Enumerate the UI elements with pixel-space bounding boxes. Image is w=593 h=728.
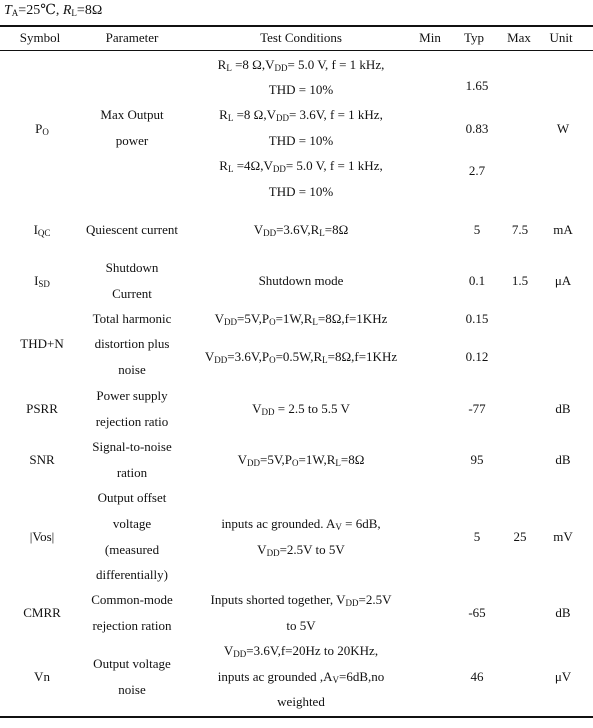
vos-cond-line1: inputs ac grounded. $A_V = 6dB$, [221,516,381,532]
vos-symbol: |Vos| [29,529,55,544]
bottom-rule [0,716,593,718]
iqc-max: 7.5 [511,222,529,237]
psrr-cond: $V_{DD} = 2.5$ to 5.5 V [252,401,350,417]
vos-cond-line2: $V_{DD}=2.5V$ to 5V [257,542,345,558]
isd-symbol: $I_{SD}$ [34,273,50,289]
snr-typ: 95 [470,452,484,467]
isd-unit: μA [554,273,572,288]
header-unit: Unit [549,30,573,45]
psrr-param-line1: Power supply [96,388,168,403]
po-cond3-line2: THD = 10% [268,184,334,199]
thd-symbol: THD+N [20,336,64,351]
cmrr-param-line1: Common-mode [91,592,173,607]
isd-param-line2: Current [112,286,152,301]
iqc-unit: mA [553,222,573,237]
isd-typ: 0.1 [468,273,486,288]
vos-param-line4: differentially) [96,567,168,582]
cmrr-cond-line1: Inputs shorted together, $V_{DD}=2.5V$ [210,592,392,608]
rl-value: =8Ω [76,3,103,18]
cmrr-unit: dB [555,605,571,620]
po-param-line2: power [115,133,149,148]
cmrr-typ: -65 [468,605,486,620]
snr-cond: $V_{DD}=5V,P_O=1W,R_L=8\Omega$ [237,452,365,468]
thd-param-line3: noise [118,362,146,377]
vos-param-line3: (measured [104,542,160,557]
po-typ2: 0.83 [465,121,489,136]
po-typ3: 2.7 [468,163,486,178]
table-caption [4,2,102,19]
psrr-unit: dB [555,401,571,416]
po-cond2-line1: $R_L =8$ $\Omega,V_{DD}= 3.6V$, f = 1 kHz, [219,107,383,123]
vn-symbol: Vn [34,669,50,684]
header-rule [0,50,593,51]
po-unit: W [556,121,570,136]
thd-cond2: $V_{DD}=3.6V,P_O=0.5W,R_L=8\Omega,f=1KHz$ [204,349,398,365]
psrr-typ: -77 [468,401,486,416]
vos-typ: 5 [473,529,481,544]
ta-sub: A [11,8,19,18]
vos-unit: mV [553,529,573,544]
iqc-typ: 5 [473,222,481,237]
thd-param-line2: distortion plus [94,336,170,351]
cmrr-param-line2: rejection ration [92,618,172,633]
iqc-symbol: $I_{QC}$ [33,222,51,238]
isd-max: 1.5 [511,273,529,288]
header-symbol: Symbol [19,30,61,45]
header-conditions: Test Conditions [260,30,342,45]
psrr-symbol: PSRR [26,401,58,416]
po-cond3-line1: $R_L =4\Omega,V_{DD}= 5.0$ V, f = 1 kHz, [219,158,383,174]
rl-sub: L [71,8,77,18]
vos-param-line1: Output offset [97,490,167,505]
vn-param-line1: Output voltage [93,656,171,671]
cmrr-symbol: CMRR [23,605,61,620]
vn-typ: 46 [470,669,484,684]
ta-value: =25℃, [18,3,63,18]
top-rule [0,25,593,27]
po-symbol: $P_O$ [35,121,49,137]
psrr-param-line2: rejection ratio [95,414,169,429]
snr-param-line2: ration [116,465,148,480]
header-parameter: Parameter [105,30,159,45]
iqc-cond: $V_{DD}=3.6V,R_L=8\Omega$ [253,222,349,238]
rl-label: R [62,3,72,18]
snr-param-line1: Signal-to-noise [92,439,172,454]
po-typ1: 1.65 [465,78,489,93]
vos-param-line2: voltage [112,516,152,531]
snr-symbol: SNR [29,452,55,467]
header-min: Min [419,30,441,45]
vos-max: 25 [513,529,527,544]
header-typ: Typ [463,30,485,45]
snr-unit: dB [555,452,571,467]
isd-cond: Shutdown mode [258,273,344,288]
isd-param-line1: Shutdown [105,260,159,275]
ta-label: T [4,3,12,18]
thd-typ1: 0.15 [465,311,489,326]
vn-param-line2: noise [118,682,146,697]
po-cond1-line1: $R_L =8$ $\Omega,V_{DD}= 5.0$ V, f = 1 kHz, [217,57,385,73]
thd-cond1: $V_{DD}=5V,P_O=1W,R_L=8\Omega,f=1KHz$ [214,311,388,327]
thd-param-line1: Total harmonic [92,311,172,326]
thd-typ2: 0.12 [465,349,489,364]
vn-unit: μV [554,669,572,684]
vn-cond-line2: inputs ac grounded $,A_V=6dB,no$ [217,669,385,685]
cmrr-cond-line2: to 5V [286,618,316,633]
vn-cond-line1: $V_{DD}=3.6V,f=20Hz$ to 20KHz, [223,643,379,659]
header-max: Max [507,30,531,45]
po-cond2-line2: THD = 10% [268,133,334,148]
iqc-param: Quiescent current [85,222,179,237]
vn-cond-line3: weighted [277,694,325,709]
po-cond1-line2: THD = 10% [268,82,334,97]
po-param-line1: Max Output [100,107,164,122]
